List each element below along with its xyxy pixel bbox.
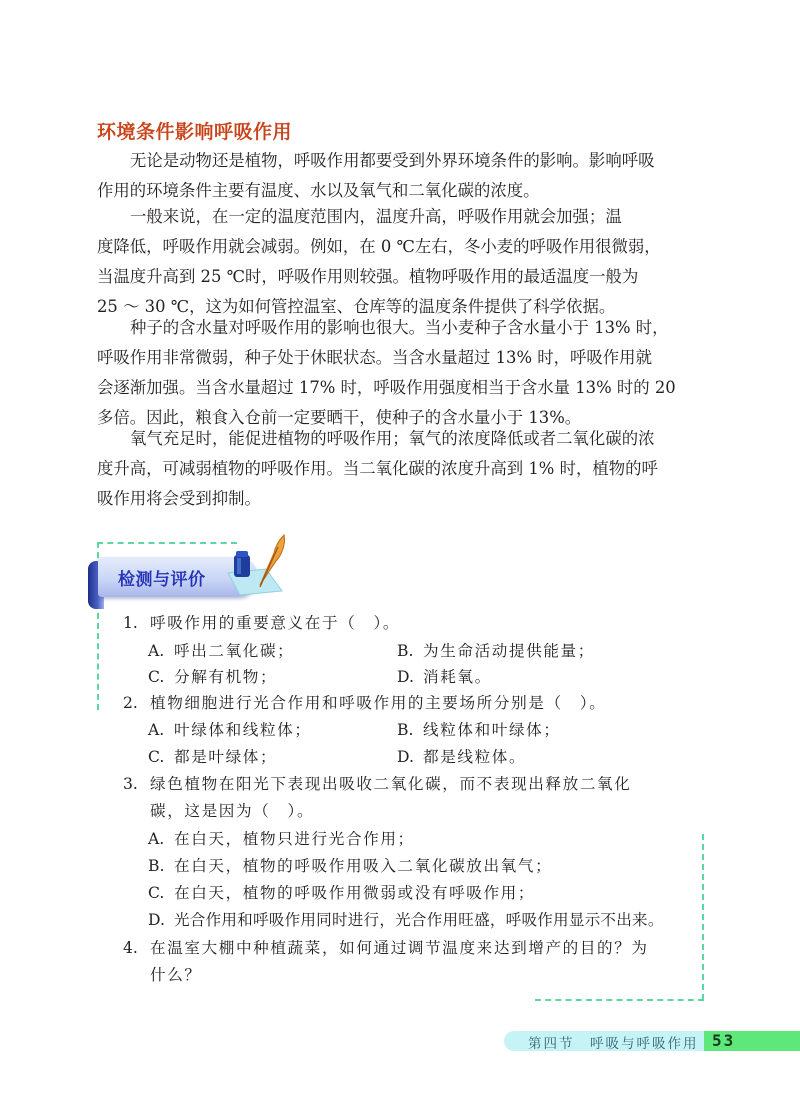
page-footer	[504, 1031, 800, 1051]
paragraph-line: 无论是动物还是植物，呼吸作用都要受到外界环境条件的影响。影响呼吸	[130, 151, 655, 170]
paragraph-line: 呼吸作用非常微弱，种子处于休眠状态。当含水量超过 13% 时，呼吸作用就	[97, 348, 652, 367]
option-b: B. 线粒体和叶绿体；	[397, 721, 561, 739]
exercise-box-border-bottom	[535, 999, 704, 1001]
paragraph-line: 度降低，呼吸作用就会减弱。例如，在 0 ℃左右，冬小麦的呼吸作用很微弱，	[97, 237, 661, 256]
question-text: 呼吸作用的重要意义在于（ ）。	[150, 614, 401, 632]
exercise-banner-label: 检测与评价	[118, 570, 206, 590]
footer-section-label: 第四节 呼吸与呼吸作用	[528, 1036, 699, 1052]
option-a: A. 在白天，植物只进行光合作用；	[148, 830, 415, 848]
option-a: A. 叶绿体和线粒体；	[148, 721, 312, 739]
option-b: B. 为生命活动提供能量；	[397, 642, 595, 660]
question-4: 4. 在温室大棚中种植蔬菜，如何通过调节温度来达到增产的目的？为	[123, 939, 649, 957]
paragraph-3	[97, 313, 705, 433]
paragraph-2	[97, 202, 705, 322]
option-b: B. 在白天，植物的呼吸作用吸入二氧化碳放出氧气；	[148, 857, 553, 875]
paragraph-4	[97, 424, 705, 514]
paragraph-line: 一般来说，在一定的温度范围内，温度升高，呼吸作用就会加强；温	[130, 207, 622, 226]
question-3-line-2: 碳，这是因为（ ）。	[150, 802, 315, 820]
paragraph-1	[97, 146, 705, 206]
option-a: A. 呼出二氧化碳；	[148, 642, 295, 660]
paragraph-line: 25 ～ 30 ℃，这为如何管控温室、仓库等的温度条件提供了科学依据。	[97, 297, 616, 316]
question-2: 2. 植物细胞进行光合作用和呼吸作用的主要场所分别是（ ）。	[123, 694, 607, 712]
paragraph-line: 当温度升高到 25 ℃时，呼吸作用则较强。植物呼吸作用的最适温度一般为	[97, 267, 639, 286]
paragraph-line: 种子的含水量对呼吸作用的影响也很大。当小麦种子含水量小于 13% 时，	[130, 318, 669, 337]
option-c: C. 分解有机物；	[148, 668, 278, 686]
paragraph-line: 氧气充足时，能促进植物的呼吸作用；氧气的浓度降低或者二氧化碳的浓	[130, 429, 655, 448]
paragraph-line: 作用的环境条件主要有温度、水以及氧气和二氧化碳的浓度。	[97, 181, 540, 200]
paragraph-line: 度升高，可减弱植物的呼吸作用。当二氧化碳的浓度升高到 1% 时，植物的呼	[97, 459, 658, 478]
exercise-box-border-top	[97, 542, 237, 544]
question-3: 3. 绿色植物在阳光下表现出吸收二氧化碳，而不表现出释放二氧化	[123, 775, 632, 793]
option-c: C. 都是叶绿体；	[148, 748, 278, 766]
page-number: 53	[712, 1031, 736, 1050]
option-c: C. 在白天，植物的呼吸作用微弱或没有呼吸作用；	[148, 884, 536, 902]
option-d: D. 都是线粒体。	[397, 748, 527, 766]
question-text: 在温室大棚中种植蔬菜，如何通过调节温度来达到增产的目的？为	[150, 939, 649, 957]
page-number-box	[704, 1031, 800, 1051]
option-d: D. 消耗氧。	[397, 668, 492, 686]
paragraph-line: 会逐渐加强。当含水量超过 17% 时，呼吸作用强度相当于含水量 13% 时的 20	[97, 378, 676, 397]
paragraph-line: 多倍。因此，粮食入仓前一定要晒干，使种子的含水量小于 13%。	[97, 408, 582, 427]
section-title: 环境条件影响呼吸作用	[97, 121, 293, 143]
question-4-line-2: 什么？	[150, 966, 202, 984]
question-text: 植物细胞进行光合作用和呼吸作用的主要场所分别是（ ）。	[150, 694, 607, 712]
exercise-box-border-right	[702, 834, 704, 1000]
question-text: 绿色植物在阳光下表现出吸收二氧化碳，而不表现出释放二氧化	[150, 775, 632, 793]
ink-bottle-quill-icon	[222, 533, 292, 603]
option-d: D. 光合作用和呼吸作用同时进行，光合作用旺盛，呼吸作用显示不出来。	[148, 911, 664, 929]
question-1: 1. 呼吸作用的重要意义在于（ ）。	[123, 614, 401, 632]
paragraph-line: 吸作用将会受到抑制。	[97, 489, 261, 508]
